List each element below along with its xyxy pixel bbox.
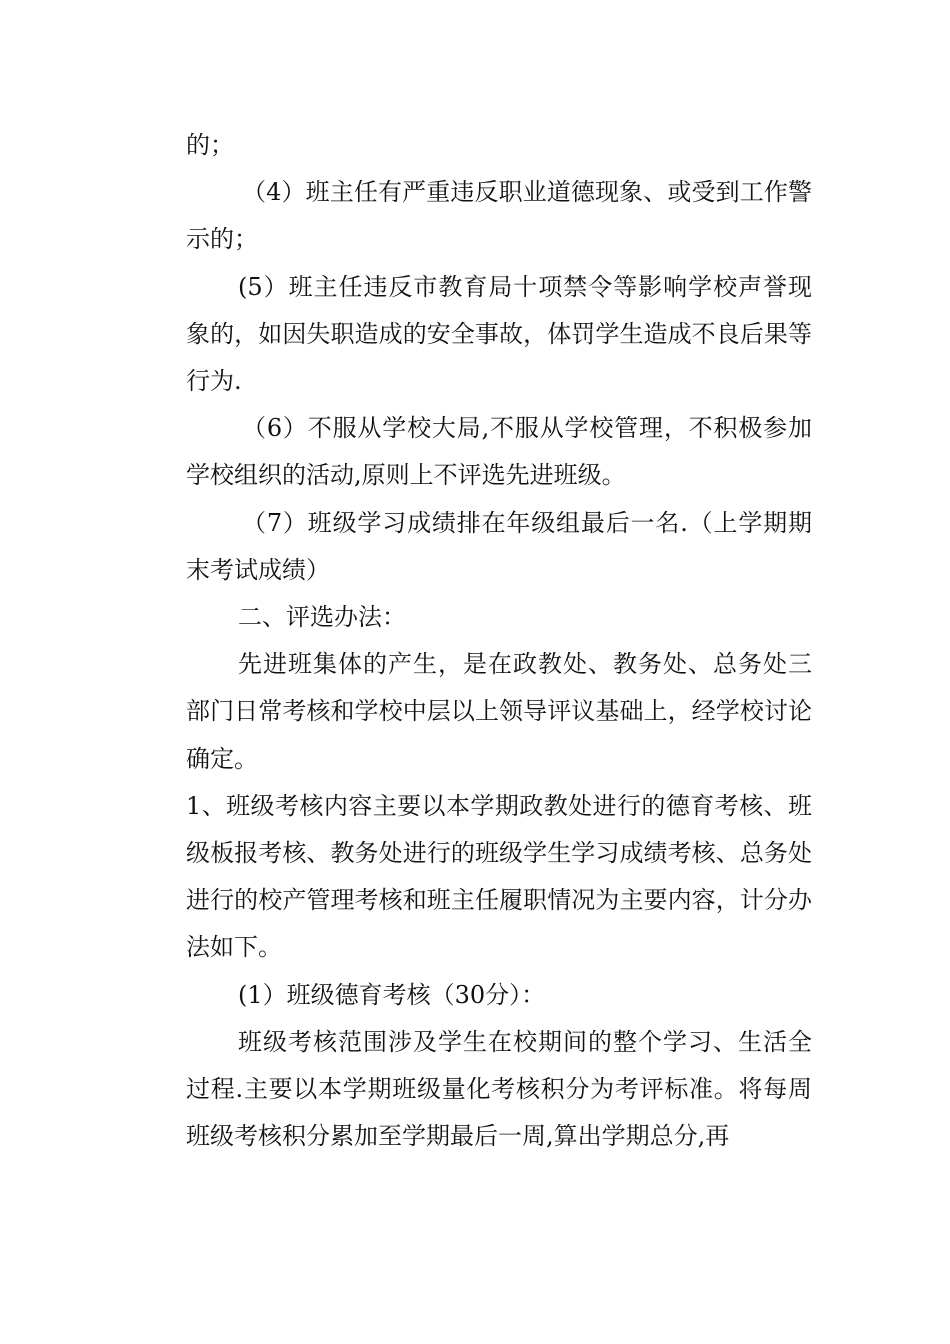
paragraph-selection-overview: 先进班集体的产生，是在政教处、教务处、总务处三部门日常考核和学校中层以上领导评议基础上，经学校讨论确定。 — [186, 650, 812, 773]
paragraph-continuation: 的； — [186, 131, 234, 159]
document-body — [186, 122, 812, 1160]
section-heading-selection-method: 二、评选办法： — [238, 603, 406, 632]
subheading-moral-assessment: (1）班级德育考核（30分）： — [238, 980, 546, 1009]
paragraph-item-5: (5）班主任违反市教育局十项禁令等影响学校声誉现象的，如因失职造成的安全事故，体罚学生造成不良后果等行为. — [186, 272, 812, 396]
paragraph-moral-assessment-detail: 班级考核范围涉及学生在校期间的整个学习、生活全过程.主要以本学期班级量化考核积分为考评标准。将每周班级考核积分累加至学期最后一周,算出学期总分,再 — [186, 1027, 812, 1151]
paragraph-item-7: （7）班级学习成绩排在年级组最后一名.（上学期期末考试成绩） — [186, 508, 812, 584]
paragraph-item-6: （6）不服从学校大局,不服从学校管理，不积极参加学校组织的活动,原则上不评选先进班级。 — [186, 414, 812, 490]
paragraph-item-4: （4）班主任有严重违反职业道德现象、或受到工作警示的； — [186, 178, 812, 254]
paragraph-assessment-content: 1、班级考核内容主要以本学期政教处进行的德育考核、班级板报考核、教务处进行的班级学生学习成绩考核、总务处进行的校产管理考核和班主任履职情况为主要内容，计分办法如下。 — [186, 791, 812, 962]
